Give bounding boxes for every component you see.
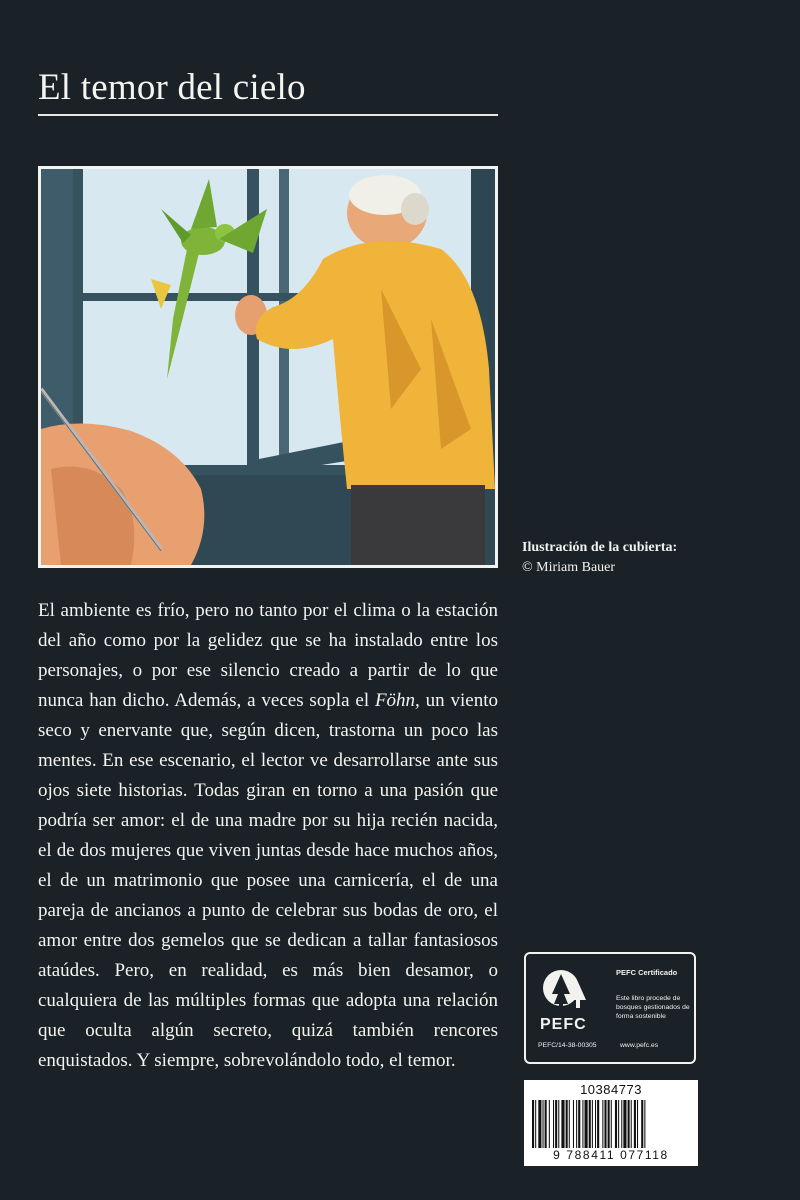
barcode-bar (578, 1100, 580, 1148)
barcode-bar (597, 1100, 599, 1148)
blurb-term: Föhn, (374, 690, 420, 711)
isbn-barcode (524, 1080, 698, 1166)
blurb-lead: El ambiente es frío, pero no tanto por el clima o la estación del año como por la gelidez que se ha instalado entre los personajes, o por ese silencio creado a partir de lo que nunca han dicho. Además, a veces sopla el (38, 600, 498, 711)
title-divider (38, 114, 498, 116)
barcode-bar (589, 1100, 591, 1148)
barcode-bar (582, 1100, 583, 1148)
barcode-bar (623, 1100, 626, 1148)
barcode-internal-number: 10384773 (580, 1082, 642, 1097)
barcode-bar (611, 1100, 612, 1148)
pefc-certified: PEFC Certificado (616, 968, 678, 977)
blurb-rest: un viento seco y enervante que, según dicen, trastorna un poco las mentes. En ese escenario, el lector ve desarrollarse ante sus ojos siete historias. Todas giran en torno a una pasión que podría ser amor: el de una madre por su hija recién nacida, el de dos mujeres que viven juntas desde hace muchos años, el de un matrimonio que posee una carnicería, el de una pareja de ancianos a punto de celebrar sus bodas de oro, el amor entre dos gemelos que se dedican a tallar fantasiosos ataúdes. Pero, en realidad, es más bien desamor, o cualquiera de las múltiples formas que adopta una relación que oculta algún secreto, quizá también rencores enquistados. Y siempre, sobrevolándolo todo, el temor. (38, 690, 498, 1071)
cover-illustration (38, 166, 498, 568)
barcode-bar (549, 1100, 550, 1148)
barcode-isbn-digits: 9 788411 077118 (553, 1148, 669, 1162)
pefc-certification-box (524, 952, 696, 1064)
barcode-bar (637, 1100, 638, 1148)
barcode-bar (555, 1100, 557, 1148)
barcode-bar (573, 1100, 574, 1148)
credit-label: Ilustración de la cubierta: (522, 540, 678, 555)
barcode-bar (553, 1100, 554, 1148)
barcode-bar (608, 1100, 610, 1148)
illustration-credit (522, 538, 677, 578)
barcode-bar (561, 1100, 564, 1148)
barcode-bar (569, 1100, 570, 1148)
barcode-bar (538, 1100, 541, 1148)
barcode-bar (628, 1100, 630, 1148)
barcode-bar (641, 1100, 643, 1148)
barcode-bar (545, 1100, 547, 1148)
barcode-bar (532, 1100, 534, 1148)
barcode-bar (535, 1100, 536, 1148)
ean-barcode-icon (532, 1100, 690, 1148)
pefc-description: Este libro procede de bosques gestionados de forma sostenible (616, 995, 690, 1020)
credit-name: © Miriam Bauer (522, 560, 616, 575)
book-title: El temor del cielo (38, 67, 306, 108)
barcode-bar (634, 1100, 636, 1148)
pefc-logo-text: PEFC (540, 1016, 587, 1033)
barcode-bar (604, 1100, 606, 1148)
back-cover-blurb (38, 596, 498, 1076)
barcode-bar (621, 1100, 622, 1148)
barcode-bar (576, 1100, 577, 1148)
barcode-bar (615, 1100, 617, 1148)
barcode-bar (566, 1100, 568, 1148)
barcode-bar (558, 1100, 559, 1148)
barcode-bar (585, 1100, 588, 1148)
barcode-bar (592, 1100, 593, 1148)
barcode-bar (595, 1100, 596, 1148)
man-at-window-illustration-icon (41, 169, 495, 565)
pefc-website: www.pefc.es (620, 1042, 659, 1049)
pefc-code: PEFC/14-38-00305 (538, 1042, 597, 1049)
barcode-bar (543, 1100, 544, 1148)
barcode-bar (631, 1100, 632, 1148)
barcode-bar (618, 1100, 619, 1148)
barcode-bar (644, 1100, 645, 1148)
barcode-bar (602, 1100, 603, 1148)
